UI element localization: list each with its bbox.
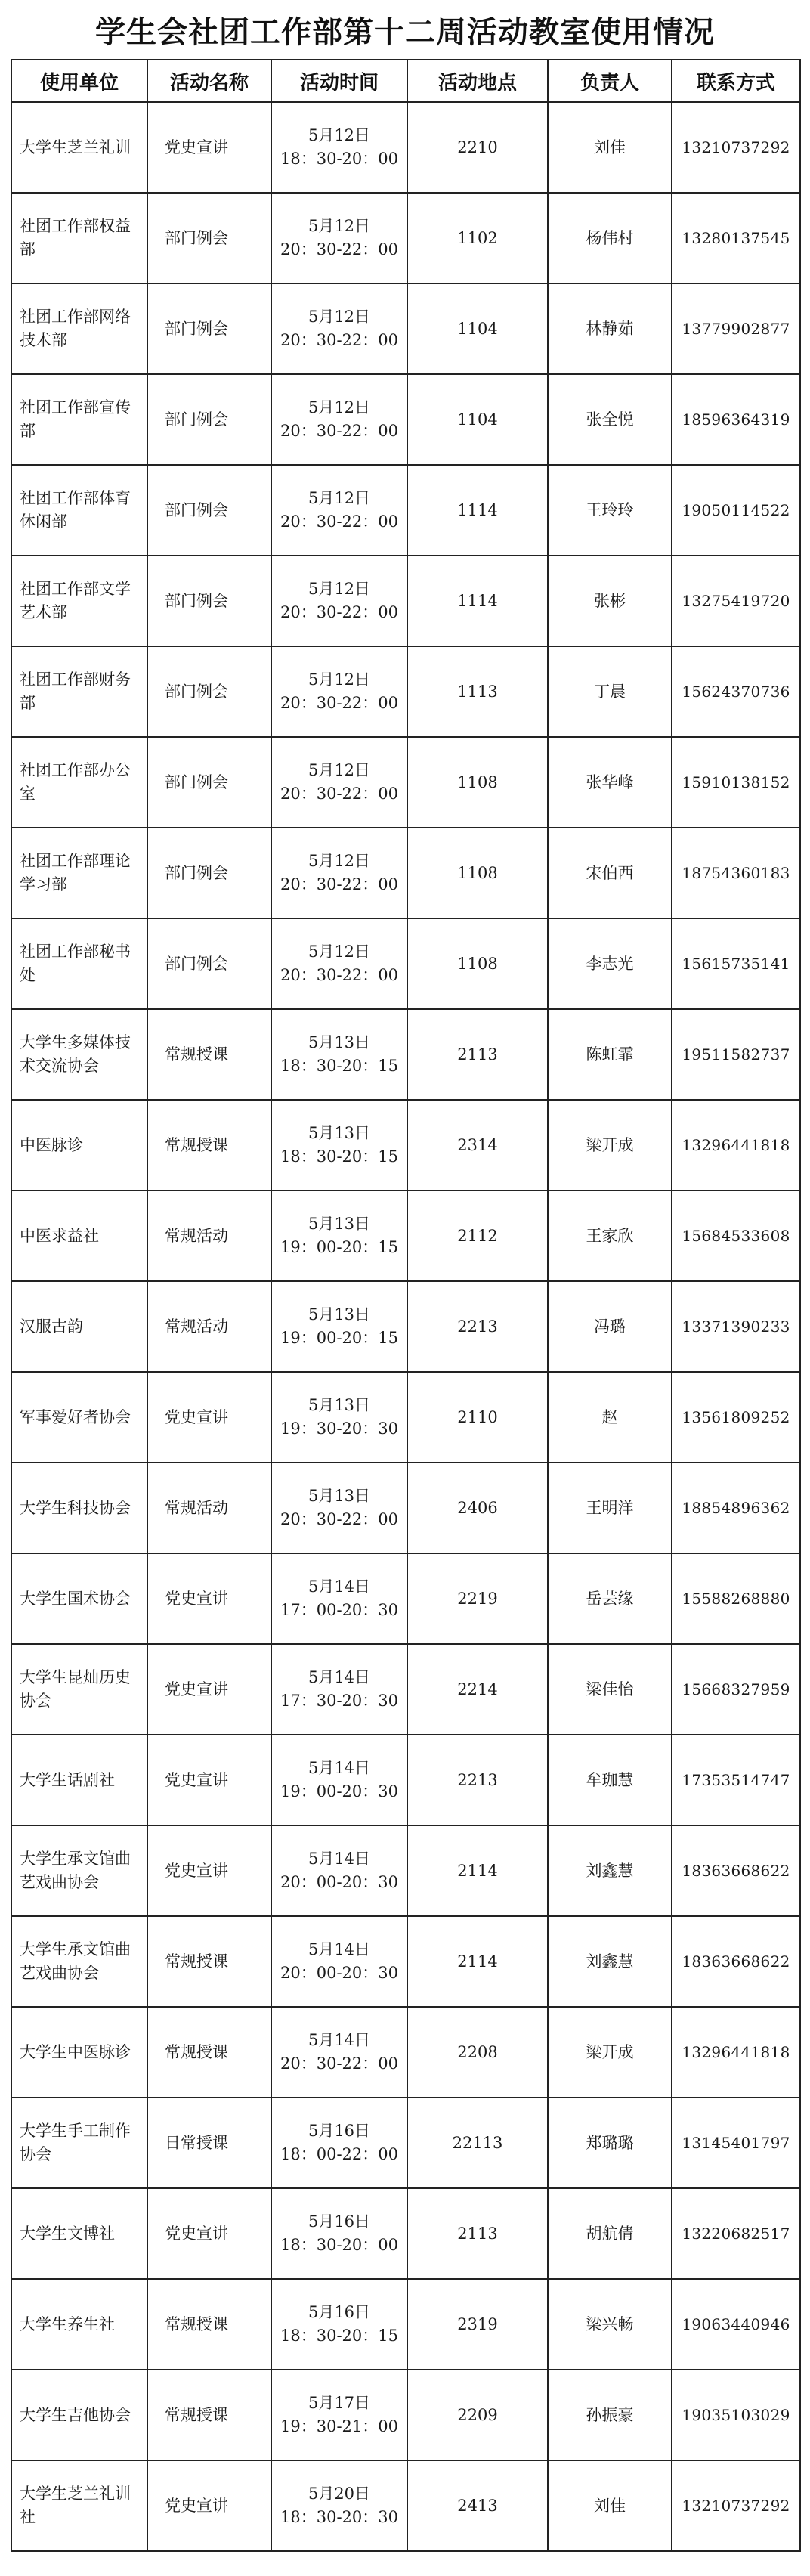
phone-cell: 19050114522 [672,465,800,556]
header-row [11,60,800,102]
header-contact: 联系方式 [672,60,800,102]
activity-cell: 党史宣讲 [147,2188,271,2279]
activity-cell: 党史宣讲 [147,2460,271,2551]
time-cell: 5月12日 20：30-22：00 [271,918,407,1009]
phone-cell: 19035103029 [672,2370,800,2460]
unit-cell: 社团工作部文学艺术部 [11,556,147,646]
activity-cell: 党史宣讲 [147,1372,271,1463]
phone-cell: 18596364319 [672,374,800,465]
table-row [11,2370,800,2460]
header-person: 负责人 [548,60,672,102]
phone-cell: 15588268880 [672,1553,800,1644]
time-cell: 5月12日 20：30-22：00 [271,283,407,374]
person-cell: 孙振豪 [548,2370,672,2460]
unit-cell: 大学生手工制作协会 [11,2098,147,2188]
table-row [11,102,800,193]
time-cell: 5月14日 17：00-20：30 [271,1553,407,1644]
person-cell: 刘鑫慧 [548,1916,672,2007]
table-row [11,1100,800,1190]
time-cell: 5月14日 17：30-20：30 [271,1644,407,1735]
header-time: 活动时间 [271,60,407,102]
unit-cell: 大学生国术协会 [11,1553,147,1644]
person-cell: 冯璐 [548,1281,672,1372]
unit-cell: 大学生养生社 [11,2279,147,2370]
activity-cell: 常规授课 [147,2279,271,2370]
time-cell: 5月12日 20：30-22：00 [271,646,407,737]
activity-cell: 常规授课 [147,2007,271,2098]
unit-cell: 大学生话剧社 [11,1735,147,1825]
person-cell: 杨伟村 [548,193,672,283]
unit-cell: 社团工作部财务部 [11,646,147,737]
activity-cell: 常规授课 [147,2370,271,2460]
unit-cell: 社团工作部宣传部 [11,374,147,465]
person-cell: 陈虹霏 [548,1009,672,1100]
person-cell: 李志光 [548,918,672,1009]
place-cell: 1104 [407,283,548,374]
table-row [11,1281,800,1372]
activity-cell: 部门例会 [147,283,271,374]
unit-cell: 社团工作部秘书处 [11,918,147,1009]
table-row [11,2007,800,2098]
phone-cell: 15910138152 [672,737,800,828]
place-cell: 1108 [407,828,548,918]
activity-cell: 常规活动 [147,1190,271,1281]
unit-cell: 大学生文博社 [11,2188,147,2279]
activity-cell: 部门例会 [147,374,271,465]
activity-cell: 党史宣讲 [147,1825,271,1916]
unit-cell: 汉服古韵 [11,1281,147,1372]
unit-cell: 大学生承文馆曲艺戏曲协会 [11,1825,147,1916]
table-row [11,2460,800,2551]
time-cell: 5月12日 18：30-20：00 [271,102,407,193]
unit-cell: 大学生吉他协会 [11,2370,147,2460]
header-activity: 活动名称 [147,60,271,102]
table-row [11,556,800,646]
table-row [11,1735,800,1825]
time-cell: 5月13日 19：00-20：15 [271,1190,407,1281]
activity-cell: 部门例会 [147,465,271,556]
place-cell: 2113 [407,2188,548,2279]
unit-cell: 社团工作部权益部 [11,193,147,283]
header-place: 活动地点 [407,60,548,102]
activity-cell: 常规授课 [147,1100,271,1190]
phone-cell: 15668327959 [672,1644,800,1735]
phone-cell: 18854896362 [672,1463,800,1553]
phone-cell: 13296441818 [672,2007,800,2098]
unit-cell: 大学生中医脉诊 [11,2007,147,2098]
unit-cell: 社团工作部网络技术部 [11,283,147,374]
time-cell: 5月20日 18：30-20：30 [271,2460,407,2551]
person-cell: 牟珈慧 [548,1735,672,1825]
place-cell: 2113 [407,1009,548,1100]
table-row [11,828,800,918]
unit-cell: 大学生科技协会 [11,1463,147,1553]
table-row [11,737,800,828]
table-row [11,283,800,374]
activity-cell: 部门例会 [147,737,271,828]
unit-cell: 社团工作部理论学习部 [11,828,147,918]
phone-cell: 15684533608 [672,1190,800,1281]
phone-cell: 13561809252 [672,1372,800,1463]
phone-cell: 18363668622 [672,1916,800,2007]
activity-cell: 部门例会 [147,646,271,737]
table-row [11,2098,800,2188]
place-cell: 2209 [407,2370,548,2460]
time-cell: 5月12日 20：30-22：00 [271,556,407,646]
phone-cell: 13280137545 [672,193,800,283]
page-title: 学生会社团工作部第十二周活动教室使用情况 [95,14,715,50]
table-row [11,1372,800,1463]
place-cell: 2114 [407,1825,548,1916]
place-cell: 2213 [407,1281,548,1372]
time-cell: 5月12日 20：30-22：00 [271,374,407,465]
activity-cell: 部门例会 [147,556,271,646]
place-cell: 2213 [407,1735,548,1825]
unit-cell: 军事爱好者协会 [11,1372,147,1463]
place-cell: 2208 [407,2007,548,2098]
person-cell: 梁佳怡 [548,1644,672,1735]
time-cell: 5月17日 19：30-21：00 [271,2370,407,2460]
person-cell: 王家欣 [548,1190,672,1281]
activity-cell: 常规授课 [147,1916,271,2007]
place-cell: 2406 [407,1463,548,1553]
person-cell: 王明洋 [548,1463,672,1553]
activity-cell: 党史宣讲 [147,102,271,193]
time-cell: 5月16日 18：30-20：00 [271,2188,407,2279]
place-cell: 2114 [407,1916,548,2007]
activity-cell: 部门例会 [147,193,271,283]
table-row [11,646,800,737]
place-cell: 1113 [407,646,548,737]
time-cell: 5月16日 18：30-20：15 [271,2279,407,2370]
time-cell: 5月12日 20：30-22：00 [271,465,407,556]
table-row [11,1190,800,1281]
person-cell: 林静茹 [548,283,672,374]
table-row [11,1553,800,1644]
place-cell: 2314 [407,1100,548,1190]
header-unit: 使用单位 [11,60,147,102]
table-row [11,374,800,465]
phone-cell: 13296441818 [672,1100,800,1190]
person-cell: 王玲玲 [548,465,672,556]
activity-cell: 部门例会 [147,828,271,918]
phone-cell: 13145401797 [672,2098,800,2188]
unit-cell: 大学生昆灿历史协会 [11,1644,147,1735]
phone-cell: 18754360183 [672,828,800,918]
place-cell: 2110 [407,1372,548,1463]
table-row [11,1463,800,1553]
phone-cell: 13779902877 [672,283,800,374]
phone-cell: 19511582737 [672,1009,800,1100]
time-cell: 5月13日 19：00-20：15 [271,1281,407,1372]
person-cell: 郑璐璐 [548,2098,672,2188]
place-cell: 2219 [407,1553,548,1644]
activity-cell: 常规活动 [147,1281,271,1372]
place-cell: 2112 [407,1190,548,1281]
phone-cell: 13210737292 [672,102,800,193]
place-cell: 2413 [407,2460,548,2551]
place-cell: 22113 [407,2098,548,2188]
phone-cell: 19063440946 [672,2279,800,2370]
table-row [11,1825,800,1916]
person-cell: 刘佳 [548,102,672,193]
time-cell: 5月16日 18：00-22：00 [271,2098,407,2188]
unit-cell: 大学生承文馆曲艺戏曲协会 [11,1916,147,2007]
unit-cell: 中医脉诊 [11,1100,147,1190]
person-cell: 梁兴畅 [548,2279,672,2370]
time-cell: 5月14日 19：00-20：30 [271,1735,407,1825]
unit-cell: 社团工作部办公室 [11,737,147,828]
table-row [11,1009,800,1100]
time-cell: 5月13日 18：30-20：15 [271,1009,407,1100]
place-cell: 1108 [407,737,548,828]
person-cell: 岳芸缘 [548,1553,672,1644]
table-row [11,2188,800,2279]
table-row [11,465,800,556]
unit-cell: 大学生芝兰礼训 [11,102,147,193]
time-cell: 5月14日 20：00-20：30 [271,1825,407,1916]
place-cell: 2210 [407,102,548,193]
unit-cell: 大学生芝兰礼训社 [11,2460,147,2551]
activity-table [11,59,801,2552]
unit-cell: 社团工作部体育休闲部 [11,465,147,556]
phone-cell: 17353514747 [672,1735,800,1825]
phone-cell: 18363668622 [672,1825,800,1916]
time-cell: 5月12日 20：30-22：00 [271,193,407,283]
table-row [11,918,800,1009]
table-row [11,1916,800,2007]
place-cell: 2319 [407,2279,548,2370]
phone-cell: 15624370736 [672,646,800,737]
place-cell: 1108 [407,918,548,1009]
place-cell: 1104 [407,374,548,465]
activity-cell: 党史宣讲 [147,1735,271,1825]
phone-cell: 13371390233 [672,1281,800,1372]
time-cell: 5月13日 18：30-20：15 [271,1100,407,1190]
activity-cell: 部门例会 [147,918,271,1009]
person-cell: 赵 [548,1372,672,1463]
person-cell: 宋伯西 [548,828,672,918]
activity-cell: 常规授课 [147,1009,271,1100]
person-cell: 张彬 [548,556,672,646]
time-cell: 5月13日 20：30-22：00 [271,1463,407,1553]
time-cell: 5月14日 20：00-20：30 [271,1916,407,2007]
unit-cell: 中医求益社 [11,1190,147,1281]
time-cell: 5月12日 20：30-22：00 [271,828,407,918]
time-cell: 5月12日 20：30-22：00 [271,737,407,828]
person-cell: 丁晨 [548,646,672,737]
person-cell: 刘鑫慧 [548,1825,672,1916]
place-cell: 1102 [407,193,548,283]
place-cell: 2214 [407,1644,548,1735]
table-row [11,2279,800,2370]
phone-cell: 13210737292 [672,2460,800,2551]
person-cell: 张全悦 [548,374,672,465]
person-cell: 梁开成 [548,2007,672,2098]
activity-cell: 日常授课 [147,2098,271,2188]
time-cell: 5月13日 19：30-20：30 [271,1372,407,1463]
activity-cell: 党史宣讲 [147,1644,271,1735]
person-cell: 刘佳 [548,2460,672,2551]
place-cell: 1114 [407,556,548,646]
phone-cell: 13220682517 [672,2188,800,2279]
table-row [11,1644,800,1735]
phone-cell: 15615735141 [672,918,800,1009]
time-cell: 5月14日 20：30-22：00 [271,2007,407,2098]
person-cell: 梁开成 [548,1100,672,1190]
place-cell: 1114 [407,465,548,556]
activity-cell: 党史宣讲 [147,1553,271,1644]
unit-cell: 大学生多媒体技术交流协会 [11,1009,147,1100]
person-cell: 张华峰 [548,737,672,828]
table-row [11,193,800,283]
person-cell: 胡航倩 [548,2188,672,2279]
phone-cell: 13275419720 [672,556,800,646]
activity-cell: 常规活动 [147,1463,271,1553]
